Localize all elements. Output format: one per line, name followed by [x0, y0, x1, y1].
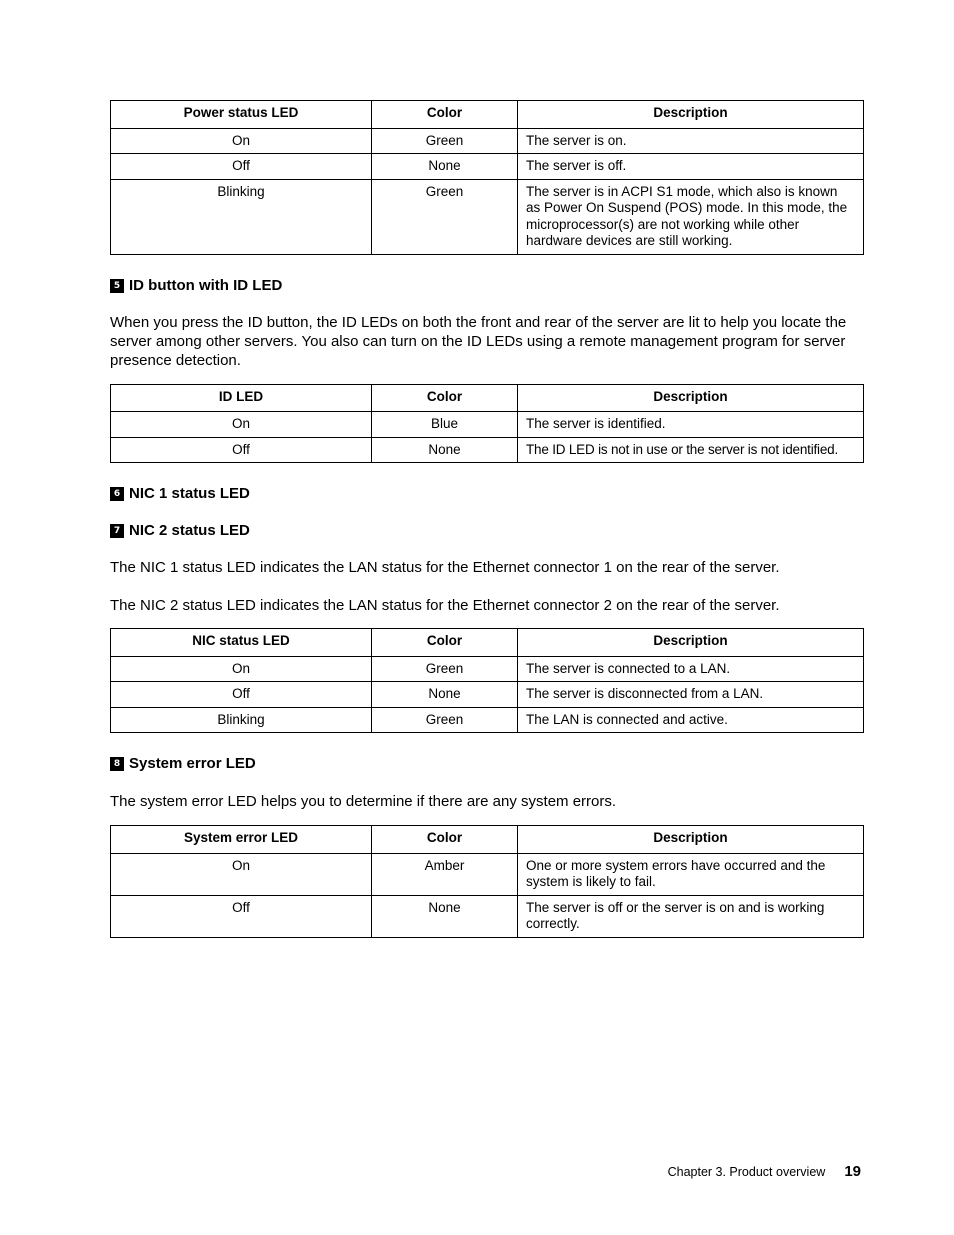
page-content [110, 100, 863, 938]
table-cell: The server is identified. [518, 412, 864, 438]
section-title: NIC 1 status LED [129, 485, 250, 502]
callout-number-badge: 7 [110, 524, 124, 538]
column-header: Color [372, 101, 518, 129]
section-heading-id-button [110, 277, 863, 295]
table-cell: None [372, 895, 518, 937]
table-cell: On [111, 656, 372, 682]
table-cell: The server is disconnected from a LAN. [518, 682, 864, 708]
section-heading-nic1 [110, 485, 863, 503]
section-title: NIC 2 status LED [129, 522, 250, 539]
page-number: 19 [844, 1163, 861, 1180]
table-row [111, 707, 864, 733]
table-header-row [111, 629, 864, 657]
table-cell: Blinking [111, 179, 372, 254]
table-header-row [111, 826, 864, 854]
table-cell: On [111, 412, 372, 438]
table-cell: The server is off. [518, 154, 864, 180]
table-cell: None [372, 154, 518, 180]
table-cell: One or more system errors have occurred and the system is likely to fail. [518, 853, 864, 895]
paragraph: The NIC 1 status LED indicates the LAN status for the Ethernet connector 1 on the rear of the server. [110, 559, 780, 576]
nic-status-table [110, 628, 864, 733]
section-title: ID button with ID LED [129, 276, 283, 294]
table-cell: The server is connected to a LAN. [518, 656, 864, 682]
table-cell: The server is in ACPI S1 mode, which also is known as Power On Suspend (POS) mode. In this mode, the microprocessor(s) are not working while other hardware devices are still working. [518, 179, 864, 254]
table-cell: Green [372, 179, 518, 254]
table-row [111, 412, 864, 438]
id-led-table [110, 384, 864, 464]
table-cell: Off [111, 437, 372, 463]
column-header: NIC status LED [111, 629, 372, 657]
table-cell: Green [372, 656, 518, 682]
paragraph: When you press the ID button, the ID LEDs on both the front and rear of the server are lit to help you locate the server among other servers. You also can turn on the ID LEDs using a remote management program for server presence detection. [110, 313, 847, 369]
column-header: Description [518, 384, 864, 412]
table-cell: Off [111, 682, 372, 708]
table-cell: Off [111, 895, 372, 937]
callout-number-badge: 8 [110, 757, 124, 771]
callout-number-badge: 6 [110, 487, 124, 501]
column-header: Description [518, 101, 864, 129]
table-row [111, 179, 864, 254]
table-row [111, 128, 864, 154]
column-header: Description [518, 826, 864, 854]
column-header: Power status LED [111, 101, 372, 129]
column-header: Color [372, 384, 518, 412]
table-row [111, 895, 864, 937]
table-cell: None [372, 682, 518, 708]
column-header: ID LED [111, 384, 372, 412]
table-cell: Blue [372, 412, 518, 438]
table-row [111, 437, 864, 463]
table-cell: On [111, 853, 372, 895]
table-cell: The ID LED is not in use or the server is not identified. [518, 437, 864, 463]
table-cell: None [372, 437, 518, 463]
chapter-label: Chapter 3. Product overview [667, 1165, 826, 1179]
table-header-row [111, 384, 864, 412]
section-title: System error LED [129, 755, 256, 772]
column-header: Color [372, 629, 518, 657]
paragraph: The NIC 2 status LED indicates the LAN status for the Ethernet connector 2 on the rear of the server. [110, 597, 780, 614]
table-row [111, 853, 864, 895]
table-cell: Green [372, 128, 518, 154]
table-header-row [111, 101, 864, 129]
table-cell: The server is off or the server is on and is working correctly. [518, 895, 864, 937]
system-error-table [110, 825, 864, 938]
section-heading-system-error [110, 755, 863, 773]
table-row [111, 656, 864, 682]
table-cell: The LAN is connected and active. [518, 707, 864, 733]
table-cell: Off [111, 154, 372, 180]
section-heading-nic2 [110, 522, 863, 540]
table-row [111, 682, 864, 708]
table-cell: The server is on. [518, 128, 864, 154]
table-row [111, 154, 864, 180]
table-cell: Amber [372, 853, 518, 895]
table-cell: Green [372, 707, 518, 733]
callout-number-badge: 5 [110, 279, 124, 293]
table-cell: On [111, 128, 372, 154]
page-footer [668, 1163, 861, 1180]
column-header: System error LED [111, 826, 372, 854]
column-header: Description [518, 629, 864, 657]
power-status-table [110, 100, 864, 255]
paragraph: The system error LED helps you to determine if there are any system errors. [110, 793, 617, 810]
column-header: Color [372, 826, 518, 854]
table-cell: Blinking [111, 707, 372, 733]
